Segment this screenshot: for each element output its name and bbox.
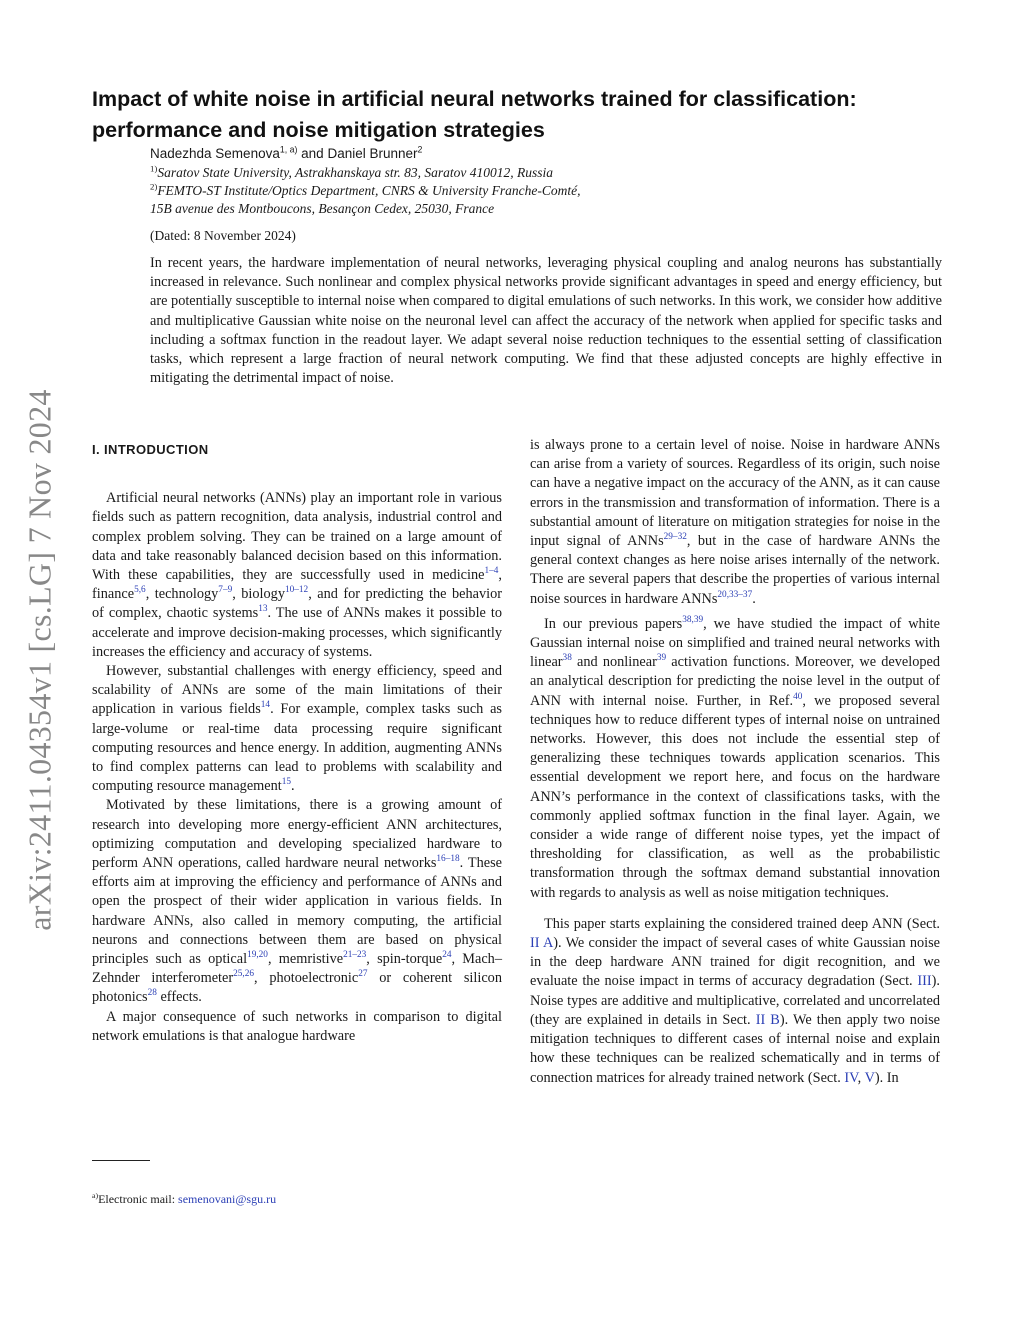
citation-link[interactable]: 10–12	[284, 585, 309, 596]
affiliation-1	[150, 164, 950, 182]
section-heading: I. INTRODUCTION	[92, 442, 209, 457]
email-link[interactable]: semenovani@sgu.ru	[178, 1192, 277, 1206]
citation-link[interactable]: 16–18	[436, 854, 460, 865]
citation-link[interactable]: 20,33–37	[717, 589, 753, 600]
paragraph: Motivated by these limitations, there is a growing amount of research into developing more energy-efficient ANN architectures, optimizing computation and developing specialized hardware to perform ANN operations, called hardware neural networks$^{16-18}$. These efforts aim at improving the efficiency and performance of ANNs and open the prospect of their wider application in various fields. In hardware ANNs, also called in memory computing, the artificial neurons and connections between them are based on physical principles such as optical$^{19,20}$, memristive$^{21-23}$, spin-torque$^{24}$, Mach–Zehnder interferometer$^{25,26}$, photoelectronic$^{27}$ or coherent silicon photonics$^{28}$ effects.	[92, 797, 502, 1006]
paragraph: is always prone to a certain level of noise. Noise in hardware ANNs can arise from a variety of sources. Regardless of its origin, such noise can have a negative impact on the accuracy of the ANN, as it can cause errors in the transmission and transformation of information. There is a substantial amount of literature on mitigation strategies for noise in the input signal of ANNs$^{29-32}$, but in the case of hardware ANNs the general context changes as here noise arises internally of the network. There are several papers that describe the properties of various internal noise sources in hardware ANNs$^{20,33-37}$.	[530, 437, 941, 607]
arxiv-identifier: arXiv:2411.04354v1 [cs.LG] 7 Nov 2024	[21, 389, 58, 931]
section-link[interactable]: II B	[755, 1011, 780, 1028]
author-affiliation-mark: 2	[417, 144, 423, 155]
abstract-text: In recent years, the hardware implementation of neural networks, leveraging physical coupling and analog neurons has substantially increased in relevance. Such nonlinear and complex physical networks provide significant advantages in speed and energy efficiency, but are potentially susceptible to internal noise when compared to digital emulations of such networks. In this work, we consider how additive and multiplicative Gaussian white noise on the neuronal level can affect the accuracy of the network when applied for specific tasks and including a softmax function in the readout layer. We adapt several noise reduction techniques to the essential setting of classification tasks, which represent a large fraction of neural network computing. We find that these adjusted concepts are highly effective in mitigating the detrimental impact of noise.	[150, 255, 942, 387]
affiliation-mark: 2)	[150, 181, 158, 192]
footnote	[92, 1192, 276, 1207]
section-link[interactable]: IV	[844, 1069, 858, 1086]
footnote-label: Electronic mail:	[98, 1192, 176, 1206]
affiliation-2	[150, 182, 950, 218]
footnote-divider	[92, 1160, 150, 1161]
date-line: (Dated: 8 November 2024)	[150, 228, 296, 243]
author-affiliation-mark: 1, a)	[279, 144, 298, 155]
right-column	[530, 436, 940, 1088]
paragraph: This paper starts explaining the considered trained deep ANN (Sect. II A). We consider the impact of several cases of white Gaussian noise in the deep hardware ANN trained for digit recognition, and we evaluate the noise impact in terms of accuracy degradation (Sect. III). Noise types are additive and multiplicative, correlated and uncorrelated (they are explained in details in Sect. II B). We then apply two noise mitigation techniques to different cases of internal noise and explain how these techniques can be realized schematically and in terms of connection matrices for already trained network (Sect. IV, V). In	[530, 915, 940, 1086]
citation-link[interactable]: 24	[442, 950, 452, 961]
arxiv-sidebar-stamp	[18, 360, 62, 960]
citation-link[interactable]: 14	[260, 700, 271, 711]
affiliation-text: Saratov State University, Astrakhanskaya str. 83, Saratov 410012, Russia	[157, 165, 554, 180]
citation-link[interactable]: 29–32	[663, 532, 687, 543]
abstract	[150, 254, 942, 388]
title-line-2: performance and noise mitigation strategies	[92, 118, 545, 142]
section-link[interactable]: II A	[530, 935, 554, 952]
section-link[interactable]: III	[917, 973, 932, 990]
citation-link[interactable]: 13	[258, 604, 268, 615]
affiliation-text: 15B avenue des Montboucons, Besançon Cedex, 25030, France	[150, 201, 495, 216]
citation-link[interactable]: 28	[147, 988, 157, 999]
citation-link[interactable]: 7–9	[218, 585, 233, 596]
paragraph: A major consequence of such networks in comparison to digital network emulations is that analogue hardware	[92, 1008, 502, 1044]
author-name: Daniel Brunner	[327, 146, 418, 161]
citation-link[interactable]: 39	[656, 653, 667, 664]
author-name: Nadezhda Semenova	[150, 146, 280, 161]
citation-link[interactable]: 5,6	[134, 585, 146, 596]
paragraph: Artificial neural networks (ANNs) play an important role in various fields such as pattern recognition, data analysis, industrial control and complex problem solving. They can be trained on a large amount of data and take reasonably balanced decision based on this information. With these capabilities, they are successfully used in medicine$^{1-4}$, finance$^{5,6}$, technology$^{7-9}$, biology$^{10-12}$, and for predicting the behavior of complex, chaotic systems$^{13}$. The use of ANNs makes it possible to accelerate and improve decision-making processes, which significantly increases the efficiency and accuracy of systems.	[92, 490, 502, 660]
title-line-1: Impact of white noise in artificial neural networks trained for classification:	[92, 87, 857, 111]
citation-link[interactable]: 27	[358, 969, 368, 980]
citation-link[interactable]: 38	[562, 653, 572, 664]
left-column	[92, 436, 502, 1046]
affiliation-text: FEMTO-ST Institute/Optics Department, CNRS & University Franche-Comté,	[157, 183, 581, 198]
affiliation-mark: 1)	[150, 163, 158, 174]
citation-link[interactable]: 19,20	[247, 950, 268, 961]
paragraph: In our previous papers$^{38,39}$, we have studied the impact of white Gaussian internal noise on simplified and trained neural networks with linear$^{38}$ and nonlinear$^{39}$ activation functions. Moreover, we developed an analytical description for predicting the noise level in the output of ANN with internal noise. Further, in Ref.$^{40}$, we proposed several techniques how to reduce different types of internal noise on untrained networks. However, this does not include the essential step of generalizing these techniques towards application scenarios. This essential development we report here, and focus on the hardware ANN’s performance in the context of classifications tasks, with the commonly applied softmax function in the final layer. Again, we consider a wide range of different noise types, yet the impact of thresholding for classification, as well as the probabilistic transformation through the softmax demand substantial innovation with regards to analysis as well as noise mitigation techniques.	[530, 615, 941, 901]
citation-link[interactable]: 40	[793, 691, 803, 702]
paper-title	[92, 84, 952, 146]
citation-link[interactable]: 38,39	[682, 615, 704, 626]
author-list	[150, 146, 422, 161]
footnote-mark: a)	[92, 1191, 99, 1200]
citation-link[interactable]: 1–4	[484, 566, 499, 577]
paragraph: However, substantial challenges with energy efficiency, speed and scalability of ANNs are some of the main limitations of their application in various fields$^{14}$. For example, complex tasks such as large-volume or real-time data processing require significant computing resources and hence energy. In addition, augmenting ANNs to find complex patterns can lead to problems with scalability and computing resource management$^{15}$.	[92, 663, 502, 795]
section-link[interactable]: V	[864, 1069, 875, 1086]
citation-link[interactable]: 15	[281, 777, 292, 788]
author-conjunction: and	[301, 146, 324, 161]
citation-link[interactable]: 25,26	[233, 969, 255, 980]
citation-link[interactable]: 21–23	[343, 950, 367, 961]
